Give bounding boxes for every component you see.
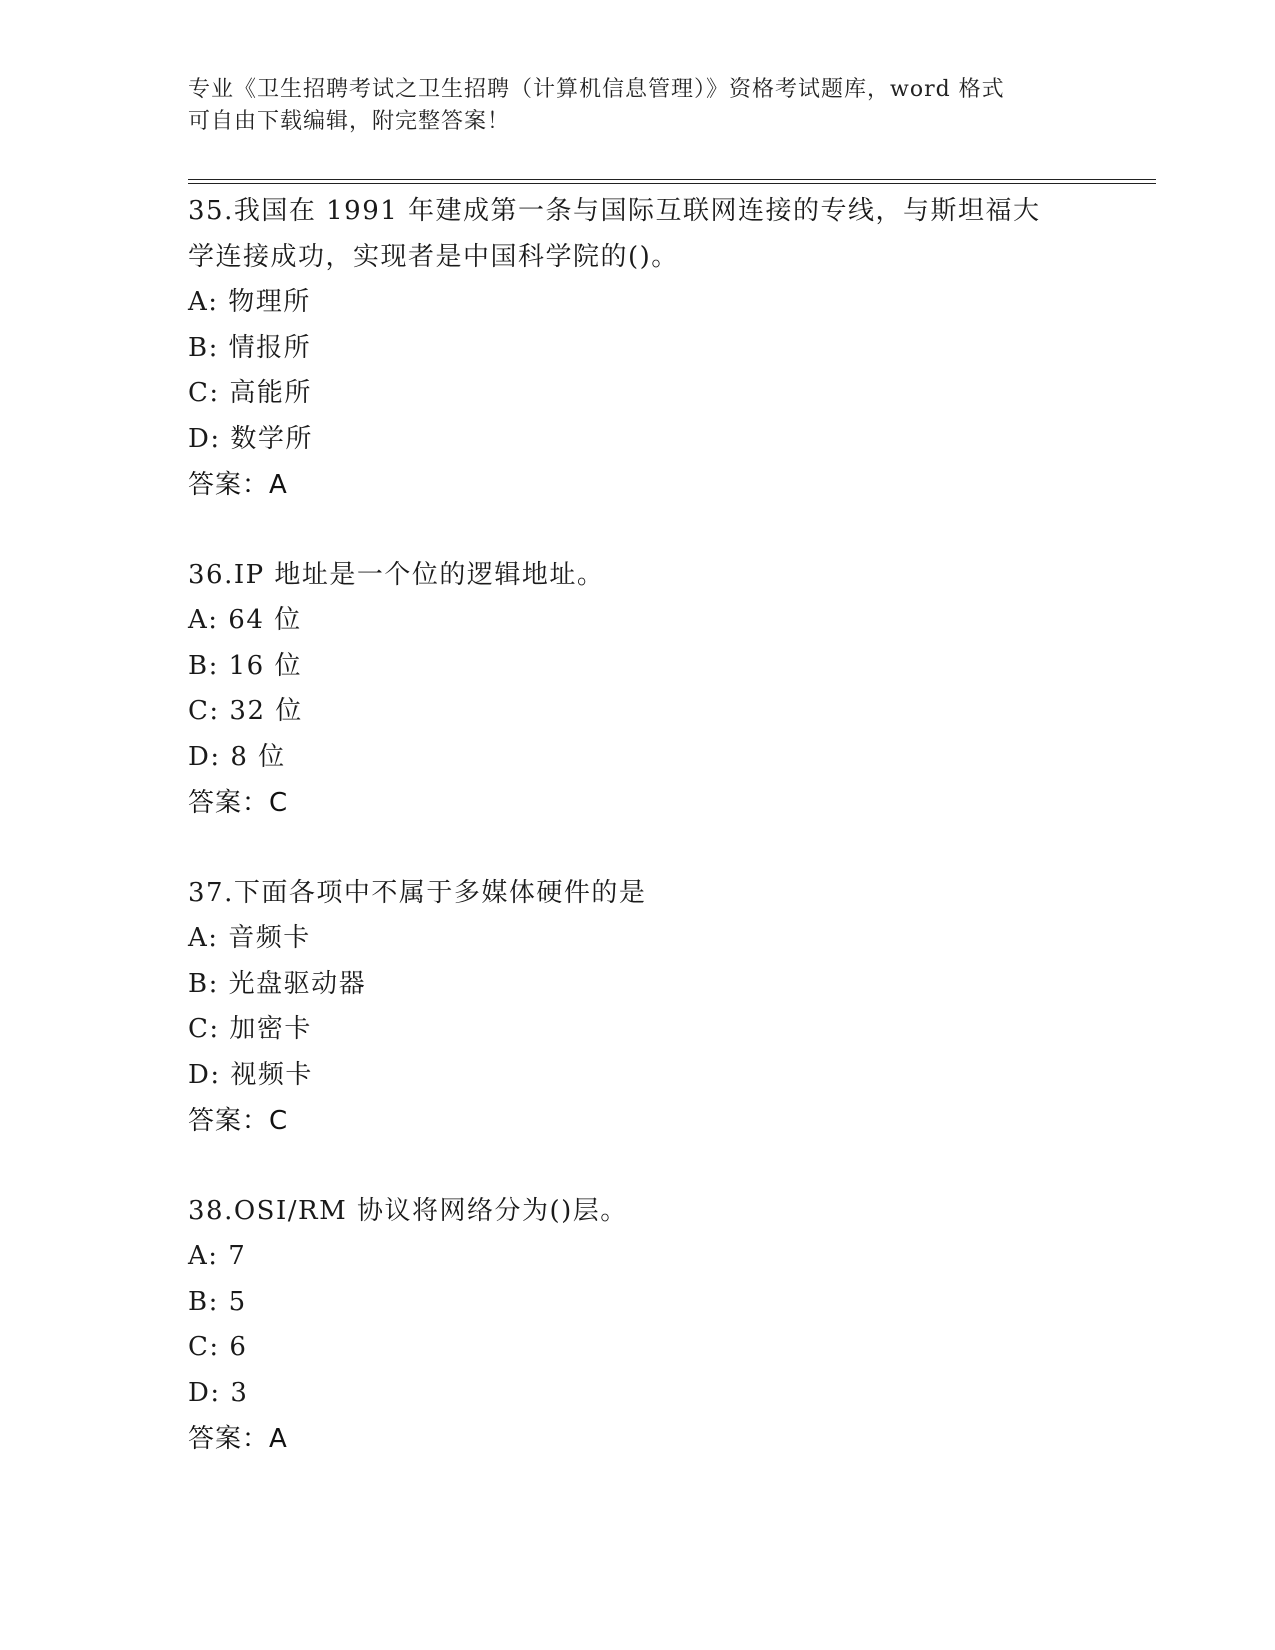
option-c: C: 加密卡 (188, 1014, 312, 1044)
option-b: B: 5 (188, 1286, 247, 1317)
option-a: A: 音频卡 (188, 923, 311, 953)
question-stem: 学连接成功，实现者是中国科学院的()。 (188, 242, 679, 272)
answer: 答案：A (188, 470, 288, 500)
header-double-rule (188, 179, 1156, 184)
question-stem: 35.我国在 1991 年建成第一条与国际互联网连接的专线，与斯坦福大 (188, 196, 1041, 226)
answer: 答案：C (188, 788, 289, 818)
question-38 (188, 1188, 1088, 1462)
option-c: C: 高能所 (188, 378, 312, 408)
option-c: C: 32 位 (188, 696, 303, 726)
question-stem: 38.OSI/RM 协议将网络分为()层。 (188, 1196, 628, 1226)
option-b: B: 情报所 (188, 332, 312, 363)
option-b: B: 光盘驱动器 (188, 968, 367, 999)
option-b: B: 16 位 (188, 650, 302, 681)
question-stem: 37.下面各项中不属于多媒体硬件的是 (188, 878, 647, 908)
question-stem: 36.IP 地址是一个位的逻辑地址。 (188, 560, 605, 590)
question-35 (188, 188, 1088, 508)
option-d: D: 8 位 (188, 741, 286, 772)
option-d: D: 数学所 (188, 423, 313, 454)
option-a: A: 7 (188, 1241, 247, 1271)
question-37 (188, 870, 1088, 1144)
header-line-1: 专业《卫生招聘考试之卫生招聘（计算机信息管理）》资格考试题库，word 格式 (188, 77, 1005, 102)
option-a: A: 物理所 (188, 287, 311, 317)
header-line-2: 可自由下载编辑，附完整答案！ (188, 109, 511, 134)
question-list (188, 188, 1088, 1506)
option-d: D: 视频卡 (188, 1059, 313, 1090)
answer: 答案：C (188, 1106, 289, 1136)
question-36 (188, 552, 1088, 826)
option-a: A: 64 位 (188, 605, 302, 635)
option-d: D: 3 (188, 1377, 249, 1408)
option-c: C: 6 (188, 1332, 248, 1362)
document-header (188, 74, 1088, 138)
answer: 答案：A (188, 1424, 288, 1454)
